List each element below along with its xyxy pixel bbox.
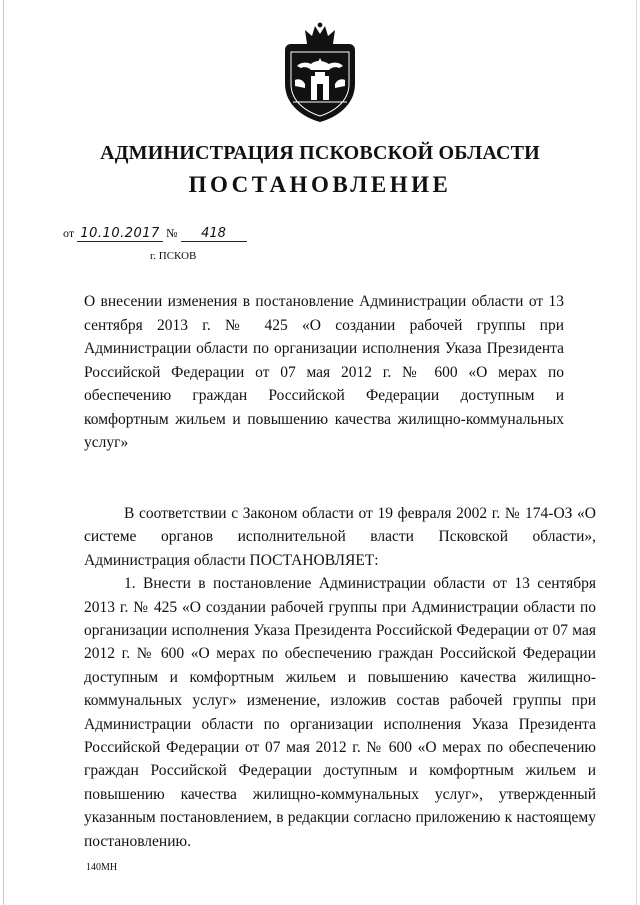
document-subject bbox=[84, 290, 564, 455]
subject-text: О внесении изменения в постановление Администрации области от 13 сентября 2013 г. № 425 «О создании рабочей группы при Администрации области по организации исполнения Указа Президента Российской Федерации от 07 мая 2012 г. № 600 «О мерах по обеспечению граждан Российской Федерации доступным и комфортным жильем и повышению качества жилищно-коммунальных услуг» bbox=[84, 293, 564, 451]
handwritten-date: 10.10.2017 bbox=[77, 227, 163, 242]
date-from-label: от bbox=[63, 226, 75, 240]
scan-edge-left bbox=[3, 0, 4, 905]
document-type: ПОСТАНОВЛЕНИЕ bbox=[188, 172, 452, 197]
city-label: г. ПСКОВ bbox=[150, 250, 197, 262]
dateline bbox=[63, 226, 247, 242]
document-body bbox=[84, 502, 596, 853]
handwritten-number: 418 bbox=[181, 227, 247, 242]
scan-edge-right bbox=[636, 0, 637, 905]
organization-name: АДМИНИСТРАЦИЯ ПСКОВСКОЙ ОБЛАСТИ bbox=[100, 142, 540, 164]
pskov-coat-of-arms-icon bbox=[279, 22, 361, 124]
number-label: № bbox=[166, 226, 178, 240]
footer-code: 140МН bbox=[86, 862, 118, 873]
preamble-paragraph: В соответствии с Законом области от 19 февраля 2002 г. № 174-ОЗ «О системе органов исполнительной власти Псковской области», Администрация области ПОСТАНОВЛЯЕТ: bbox=[84, 505, 596, 569]
item-1-paragraph: 1. Внести в постановление Администрации области от 13 сентября 2013 г. № 425 «О создании рабочей группы при Администрации области по организации исполнения Указа Президента Российской Федерации от 07 мая 2012 г. № 600 «О мерах по обеспечению граждан Российской Федерации доступным и комфортным жильем и повышению качества жилищно-коммунальных услуг» изменение, изложив состав рабочей группы при Администрации области по организации исполнения Указа Президента Российской Федерации от 07 мая 2012 г. № 600 «О мерах по обеспечению граждан Российской Федерации доступным и комфортным жильем и повышению качества жилищно-коммунальных услуг», утвержденный указанным постановлением, в редакции согласно приложению к настоящему постановлению. bbox=[84, 575, 596, 850]
